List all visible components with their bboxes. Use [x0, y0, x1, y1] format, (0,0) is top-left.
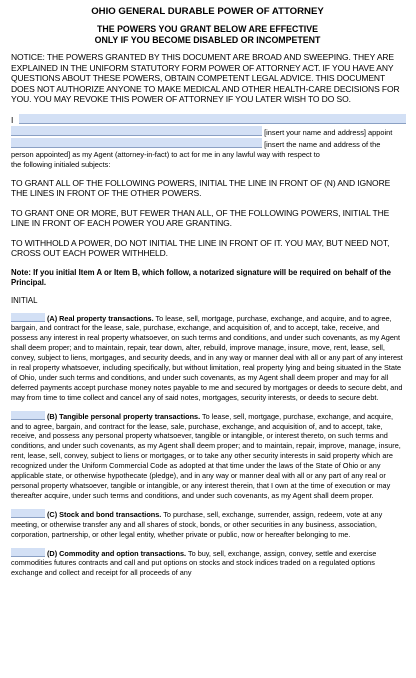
notice-paragraph: NOTICE: THE POWERS GRANTED BY THIS DOCUMENT ARE BROAD AND SWEEPING. THEY ARE EXPLAINED IN THE UNIFORM STATUTORY FORM POWER OF ATTORNEY ACT. IF YOU HAVE ANY QUESTIONS ABOUT THESE POWERS, OBTAIN COMPETENT LEGAL ADVICE. THIS DOCUMENT DOES NOT AUTHORIZE ANYONE TO MAKE MEDICAL AND OTHER HEALTH-CARE DECISIONS FOR YOU. YOU MAY REVOKE THIS POWER OF ATTORNEY IF YOU LATER WISH TO DO SO. — [11, 52, 400, 104]
principal-line-2-field[interactable] — [11, 126, 262, 136]
power-item-a — [11, 313, 404, 403]
appointment-line-1 — [11, 114, 404, 126]
instruction-grant-all: TO GRANT ALL OF THE FOLLOWING POWERS, INITIAL THE LINE IN FRONT OF (N) AND IGNORE THE LINES IN FRONT OF THE OTHER POWERS. — [11, 177, 391, 198]
power-item-b-heading: (B) Tangible personal property transactions. — [47, 411, 201, 421]
principal-line-1-field[interactable] — [19, 114, 406, 124]
appointment-line-2 — [11, 126, 404, 138]
document-title: OHIO GENERAL DURABLE POWER OF ATTORNEY — [91, 6, 324, 17]
initial-field-c[interactable] — [11, 509, 45, 518]
notarization-note: Note: If you initial Item A or Item B, which follow, a notarized signature will be required on behalf of the Principal. — [11, 267, 391, 287]
appointment-continuation: person appointed] as my Agent (attorney-in-fact) to act for me in any lawful way with respect to — [11, 149, 320, 159]
agent-field[interactable] — [11, 138, 262, 148]
power-item-b-text: To lease, sell, mortgage, purchase, exchange, and acquire, and to agree, bargain, and contract for the lease, sale, purchase, exchange, and acquisition of, and to accept, take, receive, and possess any personal property whatsoever, tangible or intangible, or interest thereto, on such terms and conditions, and under such covenants, as my Agent shall deem proper; and to maintain, repair, improve, manage, insure, rent, lease, sell, convey, subject to liens or mortgages, or to take any other security interests in said property which are recognized under the Uniform Commercial Code as adopted at that time under the laws of the State of Ohio or any applicable state, or otherwise hypothecate (pledge), and in any way or manner deal with all or any part of any real or personal property whatsoever, tangible or intangible, or any interest therein, that I own at the time of execution or may thereafter acquire, under such terms and conditions, and under such covenants, as my Agent shall deem proper. — [11, 411, 401, 500]
initial-field-d[interactable] — [11, 548, 45, 557]
subtitle-line-1: THE POWERS YOU GRANT BELOW ARE EFFECTIVE — [97, 24, 318, 34]
appointment-line-3 — [11, 138, 404, 150]
insert-name-label: [insert your name and address] appoint — [264, 127, 393, 137]
appointment-prefix: I — [11, 114, 14, 125]
power-item-d-heading: (D) Commodity and option transactions. — [47, 548, 187, 558]
power-item-b — [11, 411, 404, 501]
initial-field-b[interactable] — [11, 411, 45, 420]
appointment-continuation-2: the following initialed subjects: — [11, 159, 111, 169]
power-item-d-text: To buy, sell, exchange, assign, convey, settle and exercise commodities futures contracts and call and put options on stocks and stock indices traded on a regulated options exchange and collect and receipt for all proceeds of any — [11, 548, 377, 578]
power-item-a-text: To lease, sell, mortgage, purchase, exchange, and acquire, and to agree, bargain, and contract for the lease, sale, purchase, exchange, and acquisition of, and to accept, take, receive, and possess any interest in real property whatsoever, on such terms and conditions, and under such covenants, as my Agent shall deem proper; and to maintain, repair, tear down, alter, rebuild, improve manage, insure, move, rent, lease, sell, convey, subject to liens, mortgages, and security deeds, and in any way or manner deal with all or any part of any interest in real property whatsoever, including specifically, but without limitation, real property lying and being situated in the State of Ohio, under such terms and conditions, and under such covenants, as my Agent shall deem proper and may for all deferred payments accept purchase money notes payable to me and secured by mortgages or deeds to secure debt, and may from time to time collect and cancel any of said notes, mortgages, security interests, or deeds to secure debt. — [11, 313, 403, 402]
power-item-c-heading: (C) Stock and bond transactions. — [47, 509, 162, 519]
initial-label: INITIAL — [11, 295, 38, 305]
instruction-withhold: TO WITHHOLD A POWER, DO NOT INITIAL THE LINE IN FRONT OF IT. YOU MAY, BUT NEED NOT, CROSS OUT EACH POWER WITHHELD. — [11, 237, 390, 258]
power-item-c-text: To purchase, sell, exchange, surrender, assign, redeem, vote at any meeting, or otherwise transfer any and all shares of stock, bonds, or other securities in any business, association, corporation, partnership, or other legal entity, whether private or public, now or hereafter belonging to me. — [11, 509, 383, 539]
power-item-a-heading: (A) Real property transactions. — [47, 313, 154, 323]
power-item-c — [11, 509, 404, 540]
instruction-grant-some: TO GRANT ONE OR MORE, BUT FEWER THAN ALL, OF THE FOLLOWING POWERS, INITIAL THE LINE IN FRONT OF EACH POWER YOU ARE GRANTING. — [11, 207, 390, 228]
appointment-block — [11, 114, 404, 170]
document-subtitle — [11, 24, 404, 45]
initial-field-a[interactable] — [11, 313, 45, 322]
insert-agent-label: [insert the name and address of the — [264, 139, 381, 149]
subtitle-line-2: ONLY IF YOU BECOME DISABLED OR INCOMPETENT — [94, 34, 321, 45]
power-item-d — [11, 548, 404, 579]
